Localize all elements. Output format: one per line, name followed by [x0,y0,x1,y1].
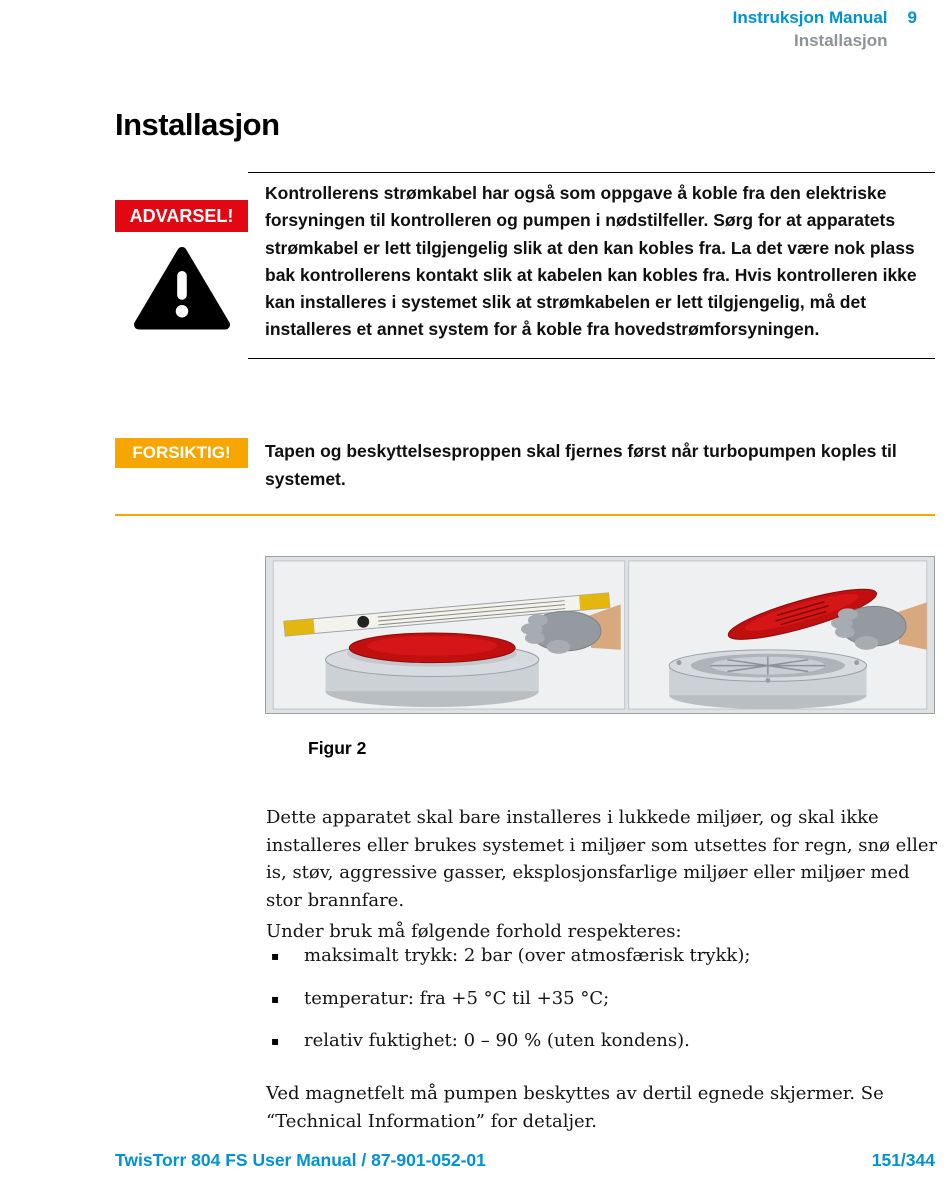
page-header [733,8,917,51]
list-item: ▪ temperatur: fra +5 °C til +35 °C; [266,985,930,1013]
warning-triangle-icon [134,246,230,330]
conditions-bullet-list [266,942,930,1070]
figure-pump-cap-removal-photos [265,556,935,714]
body-paragraph-3: Ved magnetfelt må pumpen beskyttes av dertil egnede skjermer. Se “Technical Information” for detaljer. [266,1083,884,1132]
list-item: ▪ maksimalt trykk: 2 bar (over atmosfærisk trykk); [266,942,930,970]
warning-label: ADVARSEL! [115,200,248,232]
section-divider-rule [115,514,935,516]
warning-text: Kontrollerens strømkabel har også som oppgave å koble fra den elektriske forsyningen til kontrolleren og pumpen i nødstilfeller. Sørg for at apparatets strømkabel er lett tilgjengelig slik at den kan kobles fra. La det være nok plass bak kontrollerens kontakt slik at kabelen kan kobles fra. Hvis kontrolleren ikke kan installeres i systemet slik at strømkabelen er lett tilgjengelig, må det installeres et annet system for å koble fra hovedstrømforsyningen. [248,172,935,359]
figure-caption: Figur 2 [308,738,367,758]
footer-manual-reference: TwisTorr 804 FS User Manual / 87-901-052-01 [115,1150,486,1170]
header-page-number: 9 [907,8,917,27]
list-item: ▪ relativ fuktighet: 0 – 90 % (uten kondens). [266,1027,930,1055]
header-text-block [733,8,888,51]
body-paragraph-1: Dette apparatet skal bare installeres i lukkede miljøer, og skal ikke installeres eller brukes systemet i miljøer som utsettes for regn, snø eller is, støv, aggressive gasser, eksplosjonsfarlige miljøer eller miljøer med stor brannfare. [266,807,938,911]
footer-page-indicator: 151/344 [871,1150,935,1170]
body-paragraph-2: Under bruk må følgende forhold respekteres: [266,921,682,942]
header-section: Installasjon [794,31,888,50]
caution-text: Tapen og beskyttelsesproppen skal fjernes først når turbopumpen koples til systemet. [265,441,897,489]
header-manual-title: Instruksjon Manual [732,8,888,27]
page-title: Installasjon [115,106,280,142]
page-footer [115,1150,935,1171]
caution-label: FORSIKTIG! [115,438,248,468]
